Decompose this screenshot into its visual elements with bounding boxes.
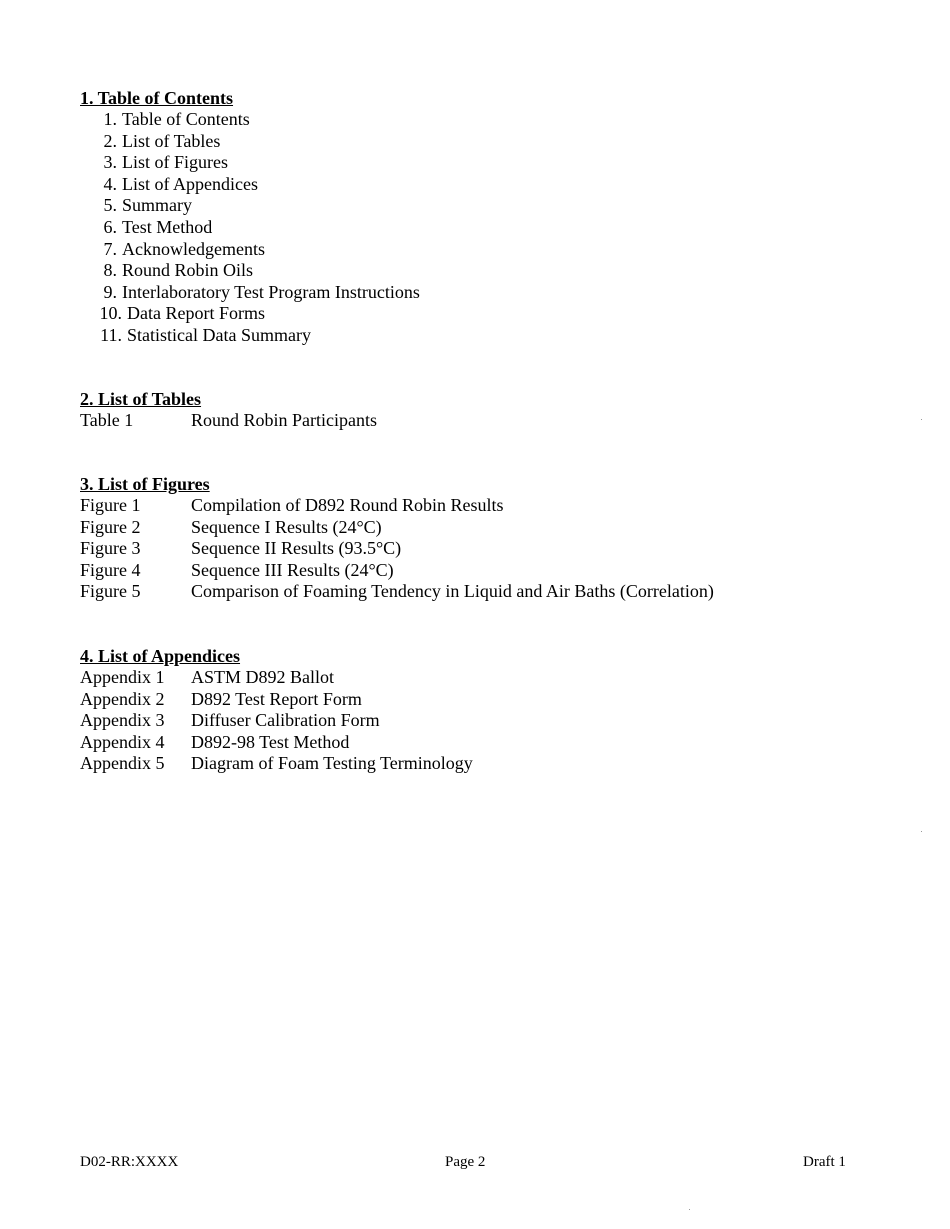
list-row [80, 689, 473, 711]
row-label: Appendix 5 [80, 753, 165, 774]
row-label: Figure 2 [80, 516, 141, 537]
toc-item-label: List of Figures [122, 152, 228, 173]
row-label: Figure 5 [80, 581, 141, 602]
toc-item [80, 303, 420, 325]
toc-item-number: 7. [103, 238, 117, 259]
tables-heading: 2. List of Tables [80, 389, 202, 409]
toc-item [80, 131, 420, 153]
list-row [80, 560, 714, 582]
row-label: Table 1 [80, 410, 134, 430]
list-row [80, 517, 714, 539]
toc-item-number: 11. [100, 324, 122, 345]
toc-item [80, 260, 420, 282]
toc-section [80, 88, 420, 347]
toc-item-number: 8. [103, 260, 117, 281]
toc-item [80, 325, 420, 347]
toc-item-label: Table of Contents [122, 109, 250, 129]
toc-item-label: Test Method [122, 216, 213, 237]
list-row [80, 538, 714, 560]
list-row [80, 581, 714, 603]
row-label: Appendix 3 [80, 710, 165, 731]
row-title: Diagram of Foam Testing Terminology [191, 753, 473, 774]
row-label: Appendix 1 [80, 667, 165, 687]
toc-item-number: 9. [103, 281, 117, 302]
toc-item [80, 109, 420, 131]
row-label: Figure 1 [80, 495, 141, 515]
row-title: ASTM D892 Ballot [191, 667, 335, 687]
toc-item-number: 2. [103, 130, 117, 151]
toc-item-label: Interlaboratory Test Program Instructions [122, 281, 420, 302]
list-row [80, 495, 714, 517]
scan-speck [921, 419, 922, 420]
row-title: D892 Test Report Form [191, 688, 362, 709]
toc-item-label: List of Tables [122, 130, 221, 151]
list-row [80, 732, 473, 754]
toc-list [80, 109, 420, 347]
toc-item-number: 3. [103, 152, 117, 173]
row-title: D892-98 Test Method [191, 731, 350, 752]
toc-item-number: 6. [103, 216, 117, 237]
toc-item-number: 4. [103, 173, 117, 194]
footer-page-number: Page 2 [445, 1154, 486, 1170]
row-label: Figure 3 [80, 538, 141, 559]
toc-item [80, 174, 420, 196]
scan-speck [921, 831, 922, 832]
row-title: Sequence III Results (24°C) [191, 559, 394, 580]
figures-section [80, 474, 714, 603]
row-title: Sequence II Results (93.5°C) [191, 538, 402, 559]
row-label: Appendix 4 [80, 731, 165, 752]
row-title: Round Robin Participants [191, 410, 377, 430]
toc-item [80, 239, 420, 261]
toc-item-number: 5. [103, 195, 117, 216]
row-title: Diffuser Calibration Form [191, 710, 380, 731]
tables-section [80, 389, 377, 432]
toc-item-number: 1. [103, 109, 117, 129]
toc-heading: 1. Table of Contents [80, 88, 234, 108]
row-title: Comparison of Foaming Tendency in Liquid and Air Baths (Correlation) [191, 581, 714, 602]
toc-item [80, 195, 420, 217]
list-row [80, 410, 377, 432]
row-title: Compilation of D892 Round Robin Results [191, 495, 504, 515]
row-title: Sequence I Results (24°C) [191, 516, 382, 537]
footer-draft: Draft 1 [803, 1154, 846, 1170]
toc-item-label: Round Robin Oils [122, 260, 254, 281]
row-label: Appendix 2 [80, 688, 165, 709]
list-row [80, 753, 473, 775]
toc-item-label: Acknowledgements [122, 238, 265, 259]
toc-item-label: Summary [122, 195, 192, 216]
footer-doc-id: D02-RR:XXXX [80, 1154, 179, 1170]
figures-heading: 3. List of Figures [80, 474, 210, 494]
list-row [80, 710, 473, 732]
list-row [80, 667, 473, 689]
toc-item-label: Data Report Forms [127, 303, 265, 324]
toc-item-label: List of Appendices [122, 173, 258, 194]
toc-item-label: Statistical Data Summary [127, 324, 311, 345]
appendices-section [80, 646, 473, 775]
toc-item-number: 10. [99, 303, 122, 324]
appendices-heading: 4. List of Appendices [80, 646, 241, 666]
scan-speck [689, 1209, 690, 1210]
toc-item [80, 282, 420, 304]
toc-item [80, 217, 420, 239]
toc-item [80, 152, 420, 174]
row-label: Figure 4 [80, 559, 141, 580]
